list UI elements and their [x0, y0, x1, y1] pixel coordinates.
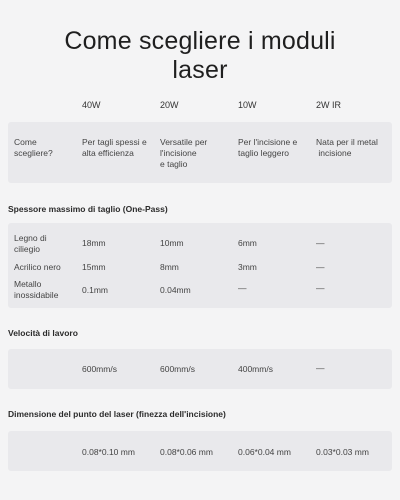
column-header-40w: 40W	[82, 100, 101, 110]
column-header-20w: 20W	[160, 100, 179, 110]
thickness-cell: 8mm	[160, 262, 179, 272]
thickness-cell: 15mm	[82, 262, 106, 272]
thickness-row-label: Metallo inossidabile	[14, 279, 59, 300]
speed-cell: 600mm/s	[160, 364, 195, 374]
thickness-cell: —	[316, 283, 325, 293]
column-header-10w: 10W	[238, 100, 257, 110]
section-thickness-title: Spessore massimo di taglio (One-Pass)	[8, 204, 168, 214]
column-header-2w-ir: 2W IR	[316, 100, 342, 110]
page-title	[0, 27, 400, 85]
speed-cell: —	[316, 363, 325, 373]
choose-20w: Versatile per l'incisione e taglio	[160, 137, 208, 169]
section-spot-title: Dimensione del punto del laser (finezza dell'incisione)	[8, 409, 226, 419]
spot-cell: 0.08*0.06 mm	[160, 447, 213, 457]
thickness-row-label: Legno di ciliegio	[14, 233, 47, 254]
thickness-cell: —	[316, 238, 325, 248]
spot-cell: 0.03*0.03 mm	[316, 447, 369, 457]
spot-cell: 0.06*0.04 mm	[238, 447, 291, 457]
thickness-cell: 0.1mm	[82, 285, 108, 295]
title-line-1: Come scegliere i moduli	[64, 27, 336, 55]
title-line-2: laser	[172, 56, 228, 84]
thickness-cell: 3mm	[238, 262, 257, 272]
choose-10w: Per l'incisione e taglio leggero	[238, 137, 298, 158]
thickness-cell: 10mm	[160, 238, 184, 248]
thickness-cell: 0.04mm	[160, 285, 191, 295]
speed-cell: 600mm/s	[82, 364, 117, 374]
choose-40w: Per tagli spessi e alta efficienza	[82, 137, 147, 158]
speed-panel	[8, 349, 392, 389]
choose-label: Come scegliere?	[14, 137, 53, 158]
section-speed-title: Velocità di lavoro	[8, 328, 78, 338]
thickness-cell: 6mm	[238, 238, 257, 248]
speed-cell: 400mm/s	[238, 364, 273, 374]
thickness-cell: —	[316, 262, 325, 272]
choose-2w-ir: Nata per il metal incisione	[316, 137, 378, 158]
thickness-row-label: Acrilico nero	[14, 262, 61, 272]
thickness-cell: —	[238, 283, 247, 293]
thickness-panel	[8, 223, 392, 308]
thickness-cell: 18mm	[82, 238, 106, 248]
spot-cell: 0.08*0.10 mm	[82, 447, 135, 457]
